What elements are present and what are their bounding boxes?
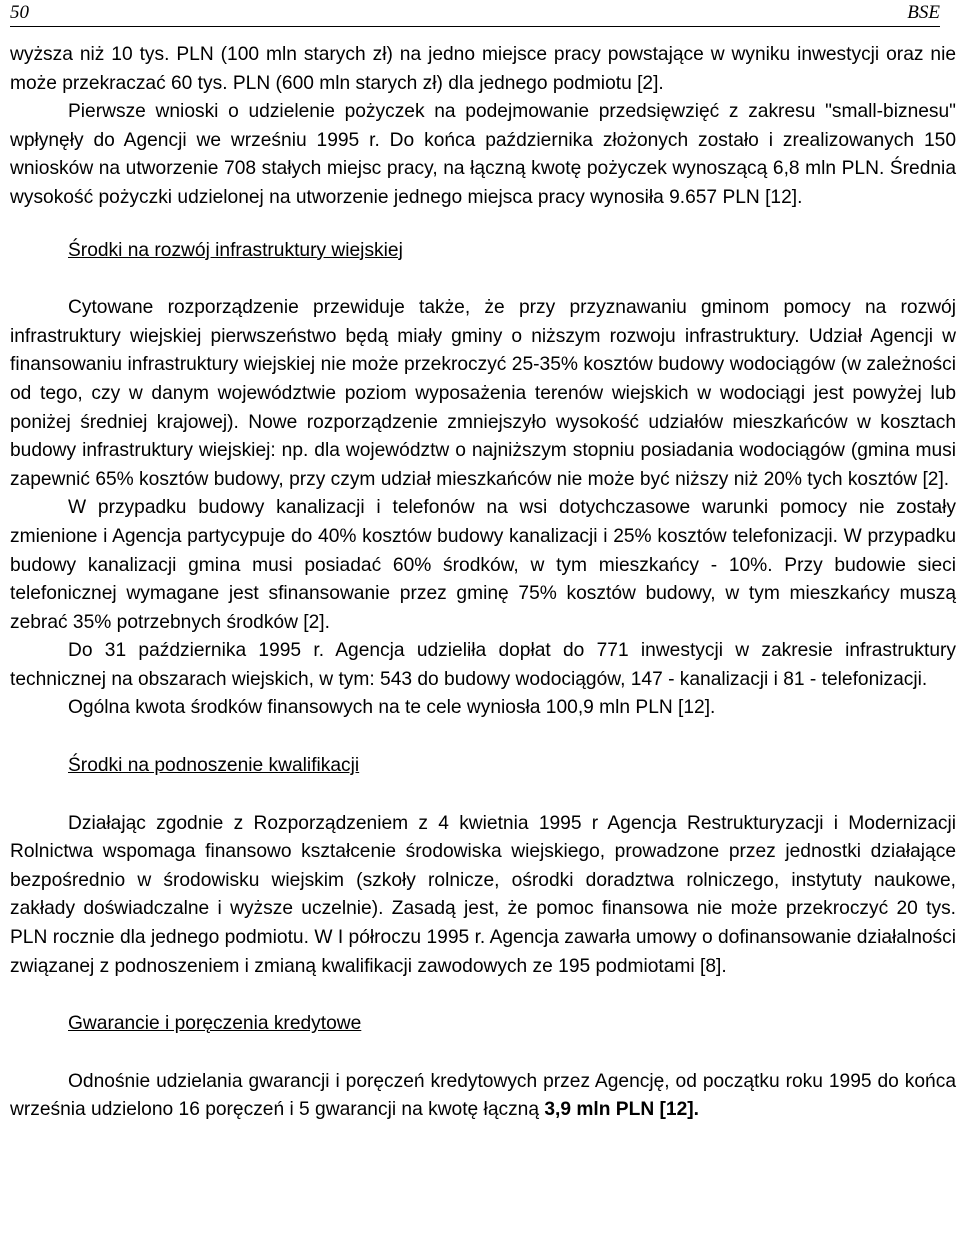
paragraph: Cytowane rozporządzenie przewiduje także, że przy przyznawaniu gminom pomocy na rozwój infrastruktury wiejskiej pierwszeństwo będą miały gminy o niższym rozwoju infrastruktury. Udział Agencji w finansowaniu infrastruktury wiejskiej nie może przekroczyć 25-35% kosztów budowy wodociągów (w zależności od tego, czy w danym województwie poziom wyposażenia terenów wiejskich w wodociągi jest powyżej lub poniżej średniej krajowej). Nowe rozporządzenie zmniejszyło wysokość udziałów mieszkańców w kosztach budowy infrastruktury wiejskiej: np. dla województw o najniższym stopniu posiadania wodociągów (gmina musi zapewnić 65% kosztów budowy, przy czym udział mieszkańców nie może być niższy niż 20% tych kosztów [2]. xyxy=(10,297,956,490)
paragraph-text: Odnośnie udzielania gwarancji i poręczeń kredytowych przez Agencję, od początku roku 1995 do końca września udzielono 16 poręczeń i 5 gwarancji na kwotę łączną xyxy=(10,1070,956,1121)
bold-amount: 3,9 mln PLN [12]. xyxy=(544,1099,699,1121)
section-heading: Środki na rozwój infrastruktury wiejskiej xyxy=(68,239,403,261)
section-heading: Środki na podnoszenie kwalifikacji xyxy=(68,755,360,777)
paragraph: wyższa niż 10 tys. PLN (100 mln starych zł) na jedno miejsce pracy powstające w wyniku inwestycji oraz nie może przekraczać 60 tys. PLN (600 mln starych zł) dla jednego podmiotu [2]. xyxy=(10,44,956,94)
journal-name: BSE xyxy=(907,2,940,23)
paragraph: Pierwsze wnioski o udzielenie pożyczek na podejmowanie przedsięwzięć z zakresu "small-biznesu" wpłynęły do Agencji we wrześniu 1995 r. Do końca października złożonych zostało i zrealizowanych 150 wniosków na utworzenie 708 stałych miejsc pracy, na łączną kwotę pożyczek wynoszącą 6,8 mln PLN. Średnia wysokość pożyczki udzielonej na utworzenie jednego miejsca pracy wynosiła 9.657 PLN [12]. xyxy=(10,101,956,208)
paragraph: Działając zgodnie z Rozporządzeniem z 4 kwietnia 1995 r Agencja Restrukturyzacji i Modernizacji Rolnictwa wspomaga finansowo kształcenie środowiska wiejskiego, prowadzone przez jednostki działające bezpośrednio w środowisku wiejskim (szkoły rolnicze, ośrodki doradztwa rolniczego, instytuty naukowe, zakłady doświadczalne i wyższe uczelnie). Zasadą jest, że pomoc finansowa nie może przekroczyć 20 tys. PLN rocznie dla jednego podmiotu. W I półroczu 1995 r. Agencja zawarła umowy o dofinansowanie działalności związanej z podnoszeniem i zmianą kwalifikacji zawodowych ze 195 podmiotami [8]. xyxy=(10,812,956,977)
paragraph: Do 31 października 1995 r. Agencja udzieliła dopłat do 771 inwestycji w zakresie infrastruktury technicznej na obszarach wiejskich, w tym: 543 do budowy wodociągów, 147 - kanalizacji i 81 - telefonizacji. xyxy=(10,640,956,690)
document-body xyxy=(10,41,956,1125)
paragraph: W przypadku budowy kanalizacji i telefonów na wsi dotychczasowe warunki pomocy nie zostały zmienione i Agencja partycypuje do 40% kosztów budowy kanalizacji i 25% kosztów telefonizacji. W przypadku budowy kanalizacji gmina musi posiadać 60% środków, w tym mieszkańcy - 10%. Przy budowie sieci telefonicznej wymagane jest sfinansowanie przez gminę 75% kosztów budowy, w tym mieszkańcy muszą zebrać 35% potrzebnych środków [2]. xyxy=(10,497,956,633)
paragraph: Ogólna kwota środków finansowych na te cele wyniosła 100,9 mln PLN [12]. xyxy=(68,697,716,719)
section-heading: Gwarancie i poręczenia kredytowe xyxy=(68,1013,362,1035)
paragraph xyxy=(10,1068,956,1125)
page-header xyxy=(10,0,940,27)
page-number: 50 xyxy=(10,2,29,23)
